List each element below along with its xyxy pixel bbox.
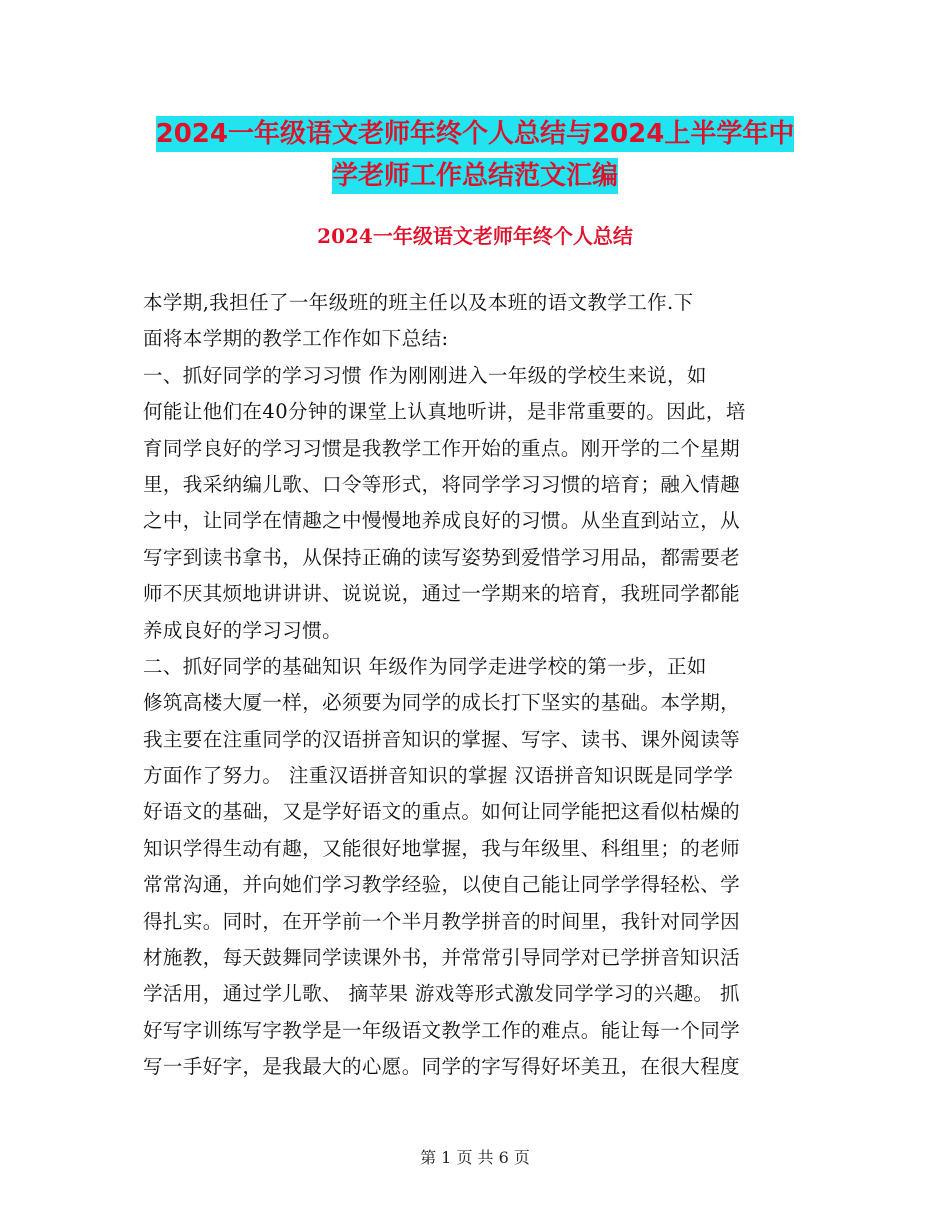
body-line: 知识学得生动有趣，又能很好地掌握，我与年级里、科组里；的老师 xyxy=(143,836,741,860)
body-line: 好语文的基础，又是学好语文的重点。如何让同学能把这看似枯燥的 xyxy=(143,800,741,824)
page-number-footer: 第 1 页 共 6 页 xyxy=(420,1148,530,1167)
body-line: 得扎实。同时，在开学前一个半月教学拼音的时间里，我针对同学因 xyxy=(143,909,741,933)
body-line: 写一手好字，是我最大的心愿。同学的字写得好坏美丑，在很大程度 xyxy=(143,1055,741,1079)
body-line: 里，我采纳编儿歌、口令等形式，将同学学习习惯的培育；融入情趣 xyxy=(143,472,741,496)
title-highlight: 学老师工作总结范文汇编 xyxy=(332,158,618,194)
body-line: 我主要在注重同学的汉语拼音知识的掌握、写字、读书、课外阅读等 xyxy=(143,727,741,751)
document-body xyxy=(143,285,808,1086)
body-line: 本学期,我担任了一年级班的班主任以及本班的语文教学工作.下 xyxy=(143,291,694,314)
body-line: 材施教，每天鼓舞同学读课外书，并常常引导同学对已学拼音知识活 xyxy=(143,946,741,970)
body-line: 学活用，通过学儿歌、 摘苹果 游戏等形式激发同学学习的兴趣。 抓 xyxy=(143,982,740,1006)
document-title-line-2 xyxy=(0,152,950,200)
body-line: 写字到读书拿书，从保持正确的读写姿势到爱惜学习用品，都需要老 xyxy=(143,545,741,569)
body-line: 之中，让同学在情趣之中慢慢地养成良好的习惯。从坐直到站立，从 xyxy=(143,509,741,533)
body-line: 面将本学期的教学工作作如下总结: xyxy=(143,327,449,351)
body-line: 常常沟通，并向她们学习教学经验，以使自己能让同学学得轻松、学 xyxy=(143,873,741,897)
body-line: 方面作了努力。 注重汉语拼音知识的掌握 汉语拼音知识既是同学学 xyxy=(143,764,734,788)
body-line: 师不厌其烦地讲讲讲、说说说，通过一学期来的培育，我班同学都能 xyxy=(143,582,741,606)
body-line: 养成良好的学习习惯。 xyxy=(143,618,343,642)
title-highlight: 2024一年级语文老师年终个人总结与2024上半学年中 xyxy=(156,116,795,152)
body-line: 修筑高楼大厦一样，必须要为同学的成长打下坚实的基础。本学期， xyxy=(143,691,741,715)
body-line: 育同学良好的学习习惯是我教学工作开始的重点。刚开学的二个星期 xyxy=(143,436,741,460)
body-line: 二、抓好同学的基础知识 年级作为同学走进学校的第一步，正如 xyxy=(143,654,707,678)
section-title: 2024一年级语文老师年终个人总结 xyxy=(317,224,633,248)
body-line: 好写字训练写字教学是一年级语文教学工作的难点。能让每一个同学 xyxy=(143,1018,741,1042)
body-line: 一、抓好同学的学习习惯 作为刚刚进入一年级的学校生来说，如 xyxy=(143,363,707,387)
body-line: 何能让他们在40分钟的课堂上认真地听讲，是非常重要的。因此，培 xyxy=(143,400,746,424)
document-title-line-1 xyxy=(0,110,950,158)
